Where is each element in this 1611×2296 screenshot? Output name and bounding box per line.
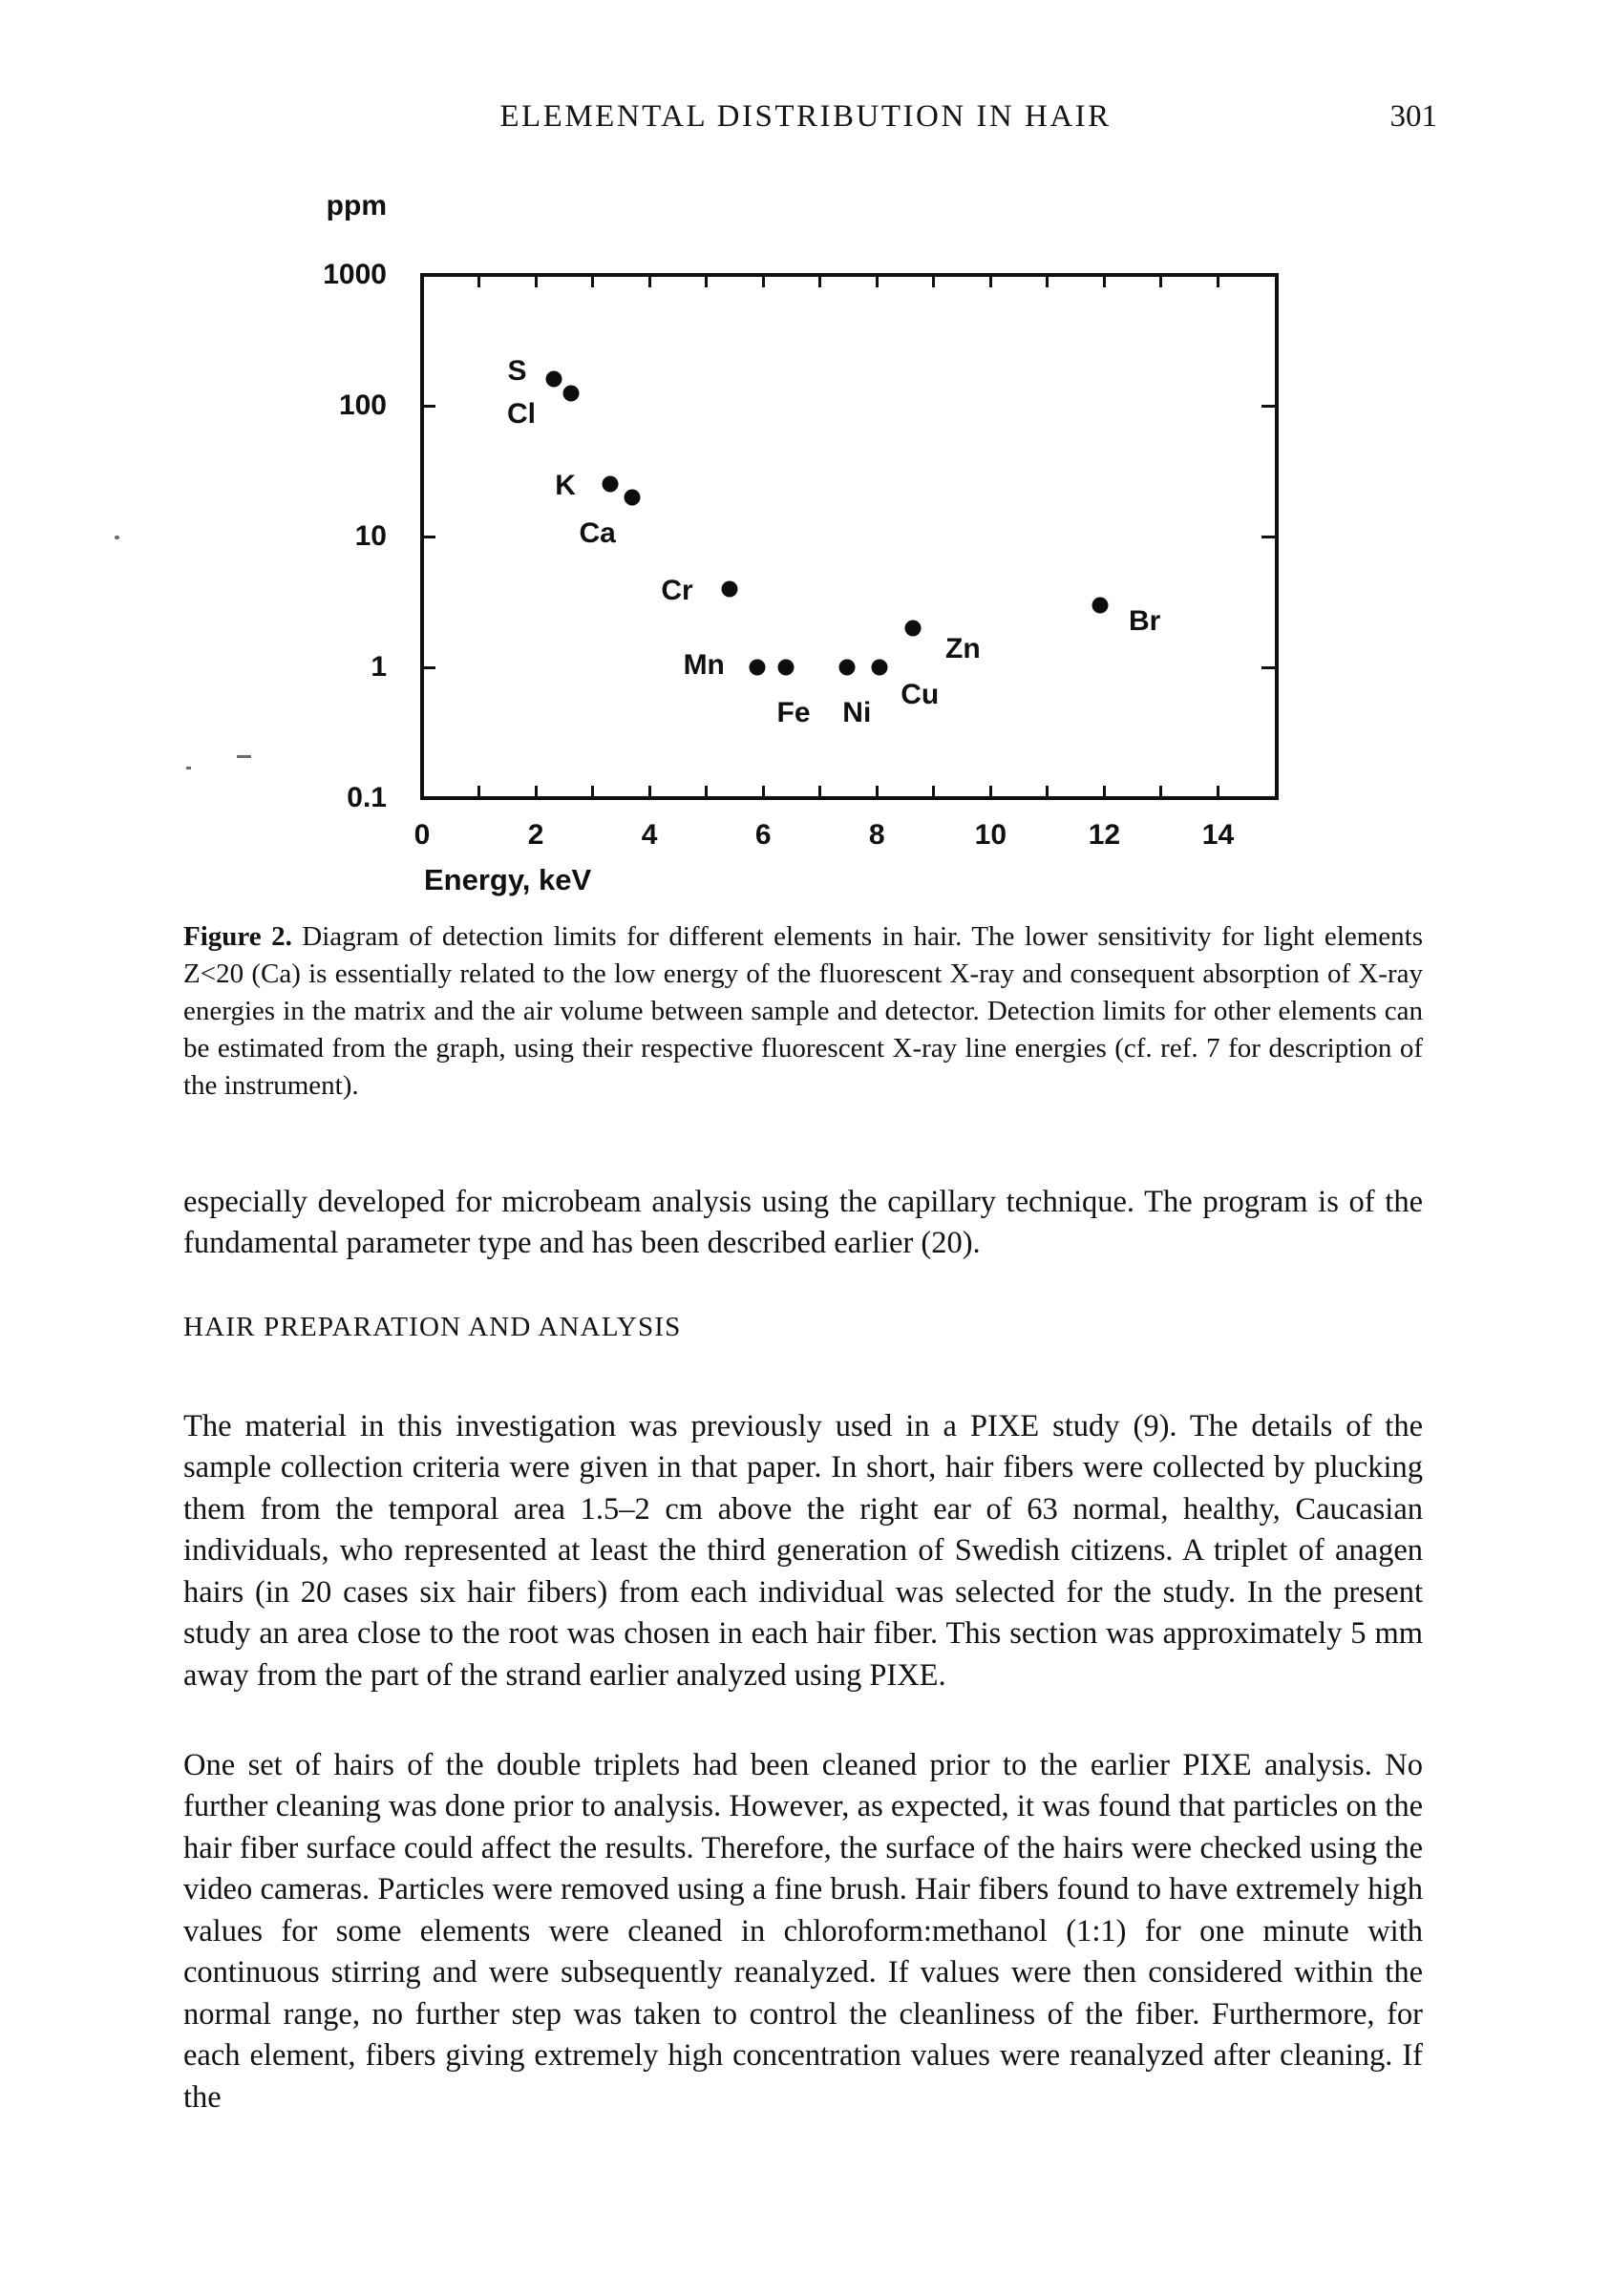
figure-caption <box>183 918 1423 1105</box>
data-point-k <box>603 476 619 493</box>
data-point-zn <box>905 620 922 636</box>
x-minor-tick <box>876 786 879 798</box>
x-minor-tick <box>1046 275 1049 287</box>
element-label-cr: Cr <box>661 574 693 606</box>
x-tick-label: 8 <box>868 819 885 851</box>
x-minor-tick <box>762 786 765 798</box>
x-tick-label: 6 <box>754 819 772 851</box>
x-minor-tick <box>477 275 480 287</box>
x-minor-tick <box>989 275 992 287</box>
x-minor-tick <box>1103 786 1106 798</box>
data-point-cr <box>722 580 738 597</box>
y-decade-tick <box>1261 666 1275 669</box>
x-minor-tick <box>1046 786 1049 798</box>
scan-artifact <box>237 755 251 758</box>
x-minor-tick <box>591 786 594 798</box>
page-title: ELEMENTAL DISTRIBUTION IN HAIR <box>499 99 1112 134</box>
y-decade-tick <box>1261 405 1275 408</box>
y-axis-unit-label: ppm <box>326 190 387 221</box>
y-decade-tick <box>422 536 435 538</box>
y-tick-label: 10 <box>354 520 387 552</box>
x-tick-label: 2 <box>527 819 544 851</box>
paragraph-material: The material in this investigation was previously used in a PIXE study (9). The details of the sample collection criteria were given in that paper. In short, hair fibers were collected by plucking them from the temporal area 1.5–2 cm above the right ear of 63 normal, healthy, Caucasian individuals, who represented at least the third generation of Swedish citizens. A triplet of anagen hairs (in 20 cases six hair fibers) from each individual was selected for the study. In the present study an area close to the root was chosen in each hair fiber. This section was approximately 5 mm away from the part of the strand earlier analyzed using PIXE. <box>183 1408 1423 1693</box>
x-minor-tick <box>535 275 538 287</box>
y-tick-label: 0.1 <box>347 782 387 813</box>
figure-caption-text: Diagram of detection limits for different elements in hair. The lower sensitivity for light elements Z<20 (Ca) is essentially related to the low energy of the fluorescent X-ray and consequent absorption of X-ray energies in the matrix and the air volume between sample and detector. Detection limits for other elements can be estimated from the graph, using their respective fluorescent X-ray line energies (cf. ref. 7 for description of the instrument). <box>183 921 1424 1101</box>
scan-artifact <box>115 536 119 539</box>
x-minor-tick <box>876 275 879 287</box>
element-label-cl: Cl <box>506 397 536 430</box>
y-tick-label: 100 <box>338 390 387 421</box>
element-label-s: S <box>507 355 527 388</box>
element-label-ni: Ni <box>842 697 872 728</box>
figure-caption-label: Figure 2. <box>183 921 292 952</box>
y-tick-label: 1 <box>371 651 387 683</box>
x-minor-tick <box>818 786 821 798</box>
data-point-fe <box>778 660 795 676</box>
x-minor-tick <box>762 275 765 287</box>
paragraph-program: especially developed for microbeam analysis using the capillary technique. The program is of the fundamental parameter type and has been described earlier (20). <box>183 1184 1423 1260</box>
y-decade-tick <box>1261 536 1275 538</box>
x-minor-tick <box>1159 786 1162 798</box>
x-tick-label: 10 <box>974 819 1007 851</box>
x-minor-tick <box>1217 786 1219 798</box>
data-point-cu <box>872 660 888 676</box>
x-minor-tick <box>648 275 651 287</box>
x-axis-title: Energy, keV <box>424 863 592 896</box>
x-minor-tick <box>477 786 480 798</box>
data-point-ni <box>839 660 856 676</box>
x-minor-tick <box>535 786 538 798</box>
x-minor-tick <box>1159 275 1162 287</box>
paragraph-cleaning: One set of hairs of the double triplets had been cleaned prior to the earlier PIXE analysis. No further cleaning was done prior to analysis. However, as expected, it was found that particles on the hair fiber surface could affect the results. Therefore, the surface of the hairs were checked using the video cameras. Particles were removed using a fine brush. Hair fibers found to have extremely high values for some elements were cleaned in chloroform:methanol (1:1) for one minute with continuous stirring and were subsequently reanalyzed. If values were then considered within the normal range, no further step was taken to control the cleanliness of the fiber. Furthermore, for each element, fibers giving extremely high concentration values were reanalyzed after cleaning. If the <box>183 1747 1423 2115</box>
element-label-mn: Mn <box>683 649 725 681</box>
element-label-cu: Cu <box>901 679 940 710</box>
data-point-br <box>1092 597 1108 613</box>
y-decade-tick <box>422 405 435 408</box>
element-label-br: Br <box>1128 604 1161 637</box>
y-tick-label: 1000 <box>323 259 387 290</box>
x-minor-tick <box>932 786 935 798</box>
x-tick-label: 12 <box>1088 819 1121 851</box>
x-tick-label: 0 <box>413 819 431 851</box>
y-decade-tick <box>422 666 435 669</box>
x-minor-tick <box>1217 275 1219 287</box>
element-label-fe: Fe <box>776 697 811 728</box>
data-point-s <box>545 371 562 388</box>
x-minor-tick <box>705 786 708 798</box>
x-tick-label: 4 <box>641 819 658 851</box>
element-label-k: K <box>555 470 576 502</box>
data-point-cl <box>562 385 579 401</box>
section-heading: HAIR PREPARATION AND ANALYSIS <box>183 1312 682 1342</box>
x-tick-label: 14 <box>1201 819 1235 851</box>
scan-artifact <box>186 767 191 769</box>
x-minor-tick <box>705 275 708 287</box>
element-label-zn: Zn <box>945 632 981 664</box>
x-minor-tick <box>989 786 992 798</box>
page-number: 301 <box>1389 99 1437 134</box>
data-point-mn <box>750 660 766 676</box>
data-point-ca <box>624 489 640 505</box>
x-minor-tick <box>591 275 594 287</box>
element-label-ca: Ca <box>579 516 616 549</box>
x-minor-tick <box>648 786 651 798</box>
x-minor-tick <box>818 275 821 287</box>
x-minor-tick <box>1103 275 1106 287</box>
x-minor-tick <box>932 275 935 287</box>
